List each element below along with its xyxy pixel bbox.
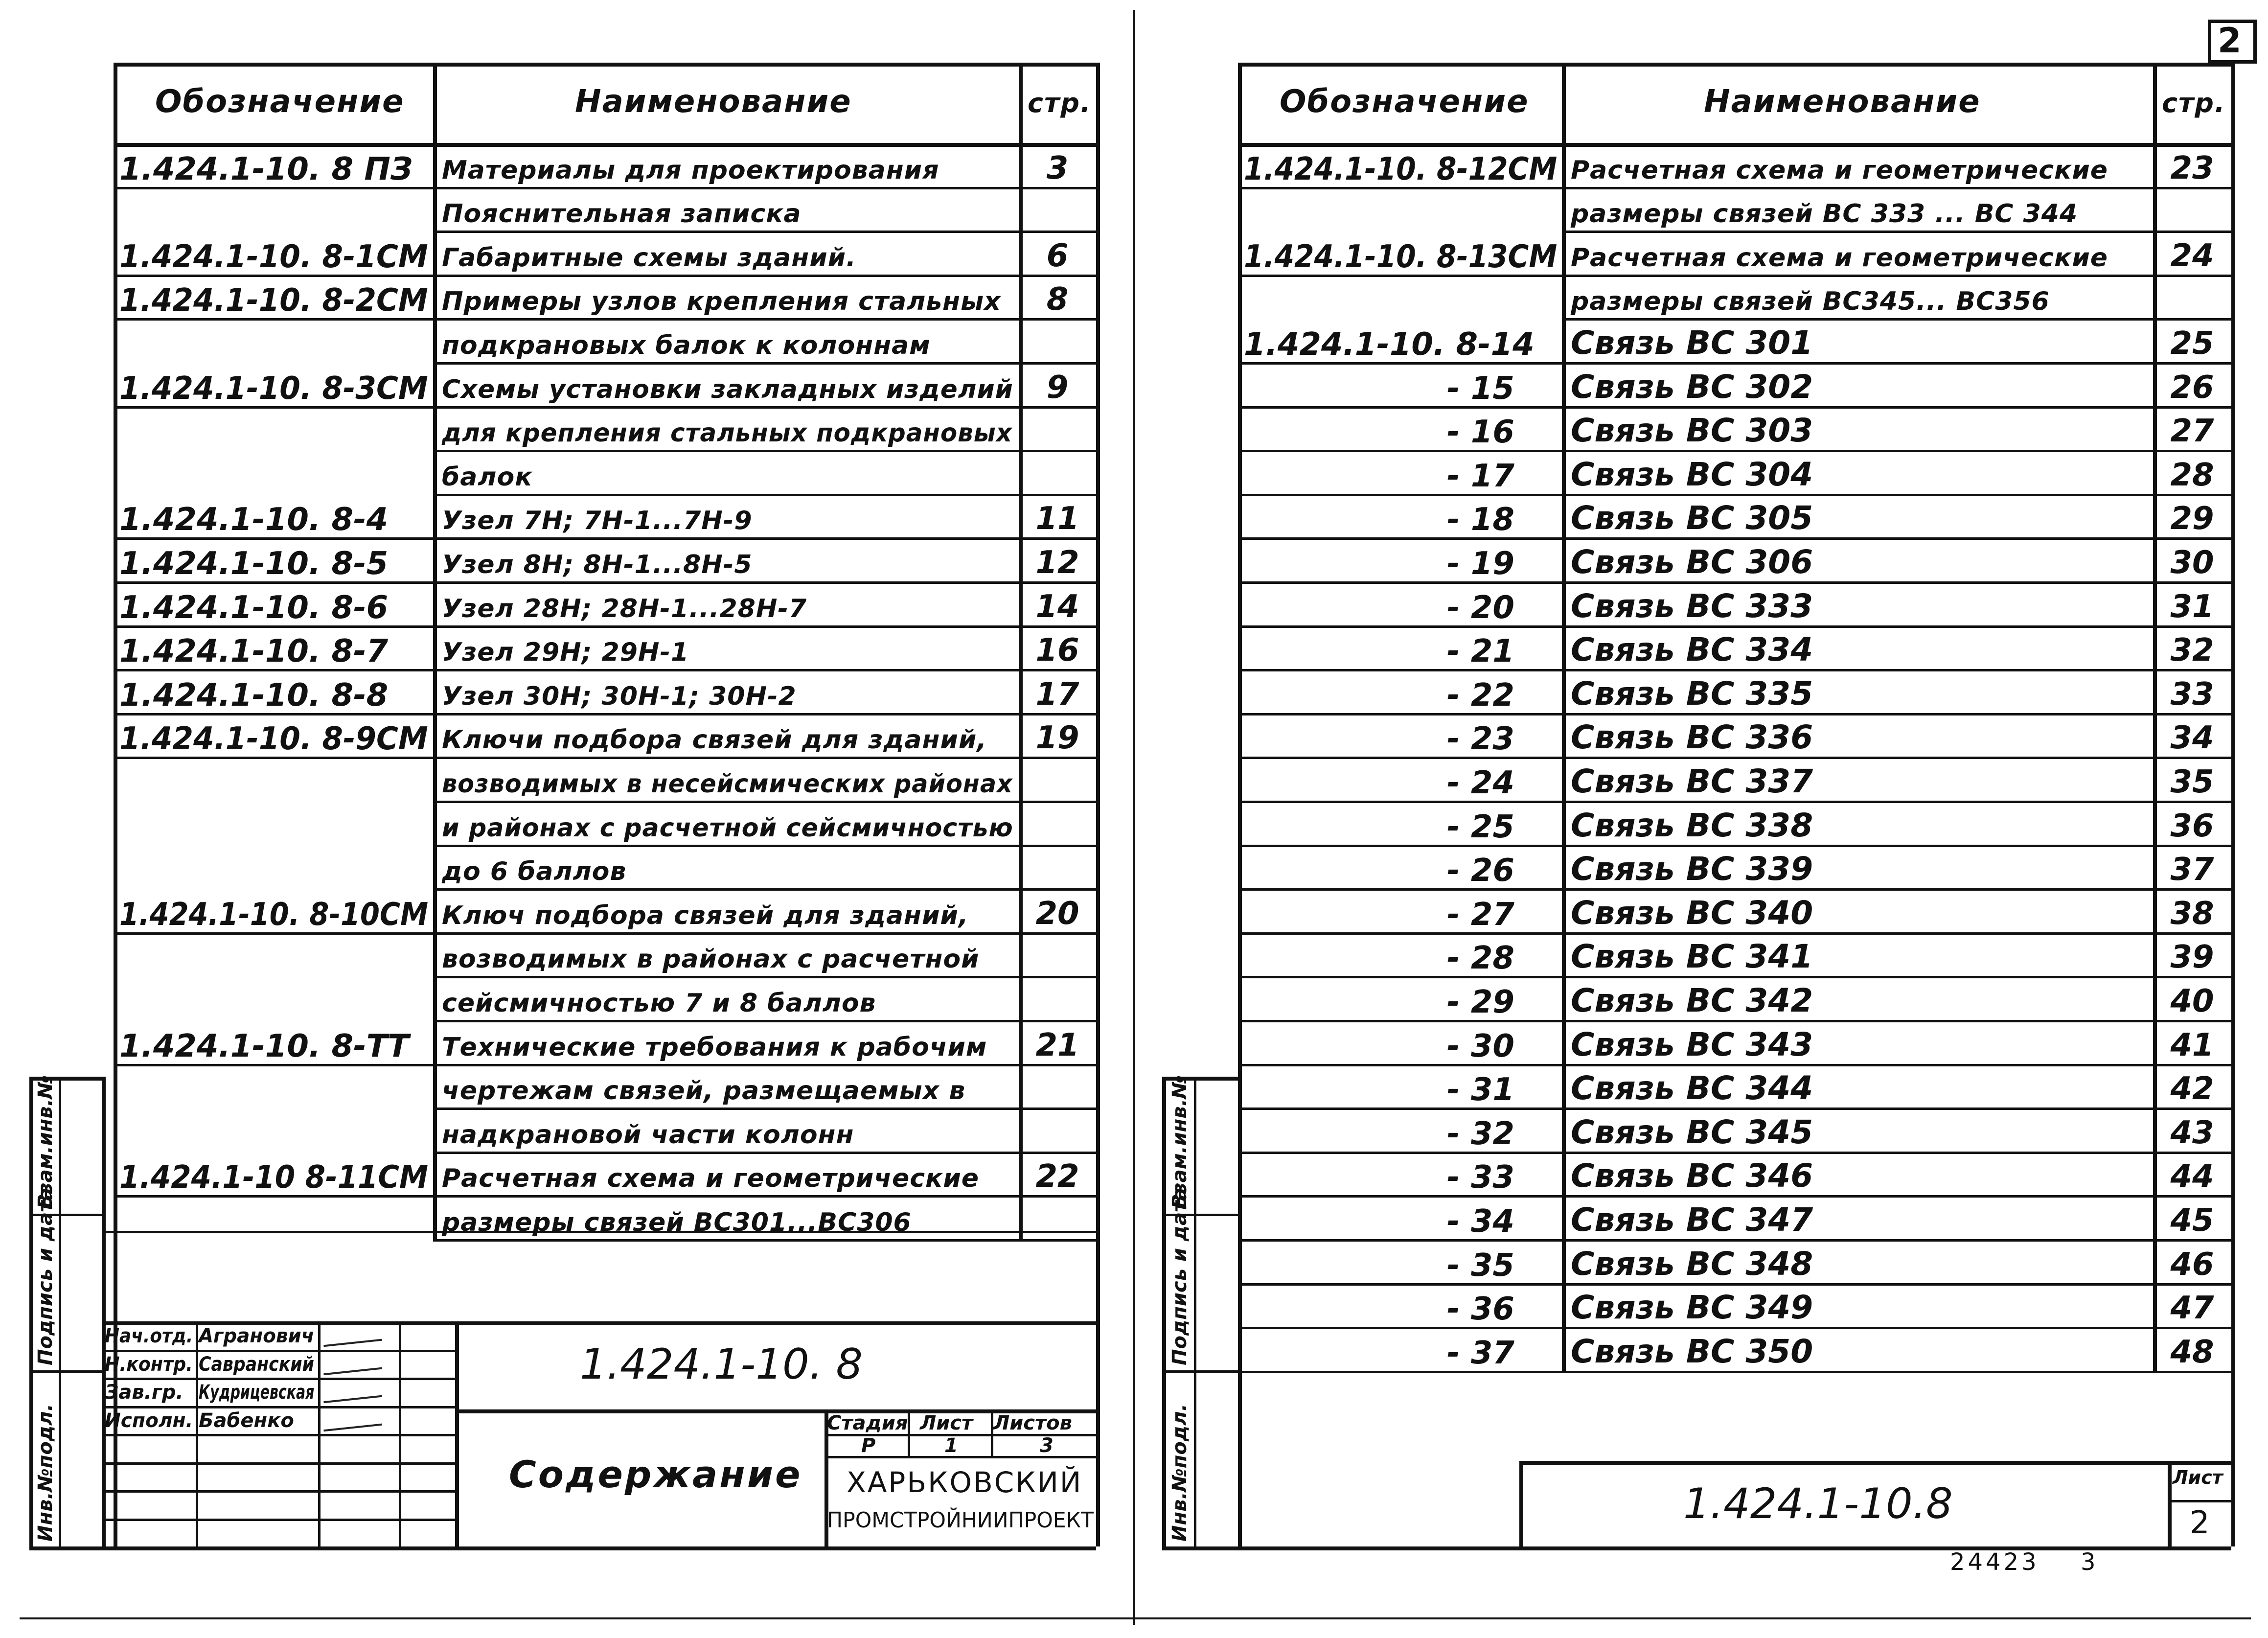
right-row-designation: - 35 bbox=[1447, 1247, 1514, 1284]
left-row-name: Примеры узлов крепления стальных bbox=[442, 287, 1001, 317]
right-row-designation: - 20 bbox=[1447, 589, 1514, 626]
left-stamp-people-row bbox=[102, 1350, 455, 1352]
left-row-name: надкрановой части колонн bbox=[442, 1120, 854, 1150]
left-stamp-org-line1: ХАРЬКОВСКИЙ bbox=[847, 1466, 1083, 1499]
right-side-strip-mid bbox=[1194, 1077, 1196, 1546]
left-stamp-people-row bbox=[102, 1406, 455, 1408]
left-stamp-people-row bbox=[102, 1434, 455, 1436]
right-header-designation: Обозначение bbox=[1280, 84, 1529, 120]
left-stamp-title: Содержание bbox=[509, 1453, 802, 1496]
right-row-name: Связь ВС 348 bbox=[1571, 1245, 1813, 1283]
right-row-designation: - 24 bbox=[1447, 765, 1514, 801]
right-row-designation: - 15 bbox=[1447, 370, 1514, 407]
left-row-page: 9 bbox=[1046, 369, 1069, 406]
left-row-line bbox=[433, 1107, 1096, 1110]
left-row-name: сейсмичностью 7 и 8 баллов bbox=[442, 989, 876, 1018]
right-header-page: стр. bbox=[2162, 88, 2226, 118]
right-row-designation: 1.424.1-10. 8-14 bbox=[1244, 326, 1535, 363]
right-row-line bbox=[1238, 976, 2231, 978]
right-row-name: Связь ВС 347 bbox=[1571, 1201, 1813, 1239]
left-stamp-stage-label: Стадия bbox=[827, 1412, 908, 1434]
left-row-page: 21 bbox=[1035, 1027, 1079, 1063]
left-row-line bbox=[433, 494, 1096, 496]
right-row-name: Связь ВС 350 bbox=[1571, 1332, 1813, 1370]
right-row-line bbox=[1238, 1195, 2231, 1198]
right-row-page: 36 bbox=[2170, 807, 2214, 844]
right-row-name: Связь ВС 333 bbox=[1571, 587, 1813, 625]
right-row-line bbox=[1238, 888, 2231, 891]
left-row-page: 16 bbox=[1035, 632, 1079, 669]
right-row-name: Связь ВС 346 bbox=[1571, 1157, 1813, 1195]
left-row-name: Материалы для проектирования bbox=[442, 155, 939, 185]
left-row-name: Технические требования к рабочим bbox=[442, 1032, 987, 1062]
right-row-name: Связь ВС 302 bbox=[1571, 368, 1813, 406]
left-stamp-info-v1 bbox=[908, 1409, 910, 1456]
left-side-strip-bottom bbox=[29, 1546, 102, 1550]
left-row-page: 14 bbox=[1035, 588, 1079, 625]
left-row-designation: 1.424.1-10 8-11СМ bbox=[119, 1159, 429, 1196]
left-stamp-signature bbox=[322, 1328, 382, 1347]
left-row-page: 11 bbox=[1035, 501, 1079, 537]
right-row-designation: - 31 bbox=[1447, 1072, 1514, 1108]
left-row-designation: 1.424.1-10. 8-2СМ bbox=[119, 282, 428, 319]
left-row-line bbox=[433, 976, 1096, 978]
right-row-designation: - 21 bbox=[1447, 633, 1514, 670]
left-row-designation: 1.424.1-10. 8-6 bbox=[119, 589, 389, 626]
left-row-designation: 1.424.1-10. 8-10СМ bbox=[119, 896, 429, 933]
right-side-label-inv-repl: Взам.инв.№ bbox=[1168, 1075, 1191, 1209]
right-row-page: 34 bbox=[2170, 720, 2214, 757]
right-row-page: 38 bbox=[2170, 895, 2214, 932]
left-stamp-person: Кудрицевская bbox=[199, 1381, 315, 1404]
right-row-name: размеры связей ВС345... ВС356 bbox=[1571, 287, 2050, 317]
right-row-name: Связь ВС 304 bbox=[1571, 455, 1813, 493]
right-row-page: 23 bbox=[2170, 150, 2214, 186]
right-row-page: 47 bbox=[2170, 1290, 2214, 1327]
left-row-name: Узел 8Н; 8Н-1...8Н-5 bbox=[442, 550, 753, 579]
left-row-name: Узел 30Н; 30Н-1; 30Н-2 bbox=[442, 681, 797, 711]
left-stamp-person: Агранович bbox=[199, 1325, 315, 1347]
left-stamp-person: Савранский bbox=[199, 1353, 314, 1376]
left-frame-right bbox=[1096, 63, 1100, 1546]
left-stamp-role: Зав.гр. bbox=[105, 1381, 183, 1404]
left-stamp-org-line2: ПРОМСТРОЙНИИПРОЕКТ bbox=[827, 1508, 1094, 1533]
left-table-top bbox=[114, 63, 1096, 67]
right-frame-left bbox=[1238, 63, 1242, 1546]
left-stamp-role: Н.контр. bbox=[105, 1353, 193, 1376]
right-side-label-sign-date: Подпись и дата bbox=[1168, 1187, 1191, 1365]
left-row-page: 8 bbox=[1046, 281, 1069, 318]
right-row-line bbox=[1238, 801, 2231, 803]
right-row-line bbox=[1238, 1327, 2231, 1329]
right-row-designation: - 29 bbox=[1447, 984, 1514, 1020]
left-stamp-code: 1.424.1-10. 8 bbox=[580, 1340, 863, 1389]
left-row-name: чертежам связей, размещаемых в bbox=[442, 1076, 966, 1106]
left-row-line bbox=[433, 1152, 1096, 1154]
left-row-name: Габаритные схемы зданий. bbox=[442, 243, 856, 273]
right-row-line bbox=[1238, 932, 2231, 935]
right-row-line bbox=[1238, 581, 2231, 584]
left-row-name: размеры связей ВС301...ВС306 bbox=[442, 1208, 912, 1237]
right-row-line bbox=[1238, 1152, 2231, 1154]
left-row-name: балок bbox=[442, 462, 533, 492]
right-row-line bbox=[1238, 669, 2231, 671]
left-row-name: Узел 28Н; 28Н-1...28Н-7 bbox=[442, 594, 807, 623]
right-row-page: 35 bbox=[2170, 764, 2214, 800]
right-row-page: 44 bbox=[2170, 1158, 2214, 1195]
right-frame-right bbox=[2231, 63, 2235, 1546]
right-row-name: Связь ВС 345 bbox=[1571, 1113, 1813, 1151]
left-row-page: 17 bbox=[1035, 676, 1079, 713]
right-stamp-sheet-label: Лист bbox=[2173, 1467, 2223, 1488]
left-stamp-signature bbox=[322, 1356, 382, 1375]
right-row-designation: - 26 bbox=[1447, 853, 1514, 889]
sheet-bottom-edge bbox=[20, 1617, 2251, 1619]
right-row-page: 37 bbox=[2170, 852, 2214, 888]
right-row-page: 30 bbox=[2170, 545, 2214, 581]
left-stamp-sheet-label: Лист bbox=[920, 1412, 973, 1434]
right-row-designation: - 28 bbox=[1447, 940, 1514, 977]
left-row-designation: 1.424.1-10. 8-7 bbox=[119, 633, 389, 670]
right-row-page: 27 bbox=[2170, 413, 2214, 450]
right-row-line bbox=[1238, 406, 2231, 409]
right-row-line bbox=[1238, 1107, 2231, 1110]
right-row-name: Связь ВС 301 bbox=[1571, 324, 1813, 362]
right-row-page: 31 bbox=[2170, 588, 2214, 625]
right-row-name: Связь ВС 340 bbox=[1571, 894, 1813, 932]
right-row-designation: - 36 bbox=[1447, 1291, 1514, 1328]
left-row-name: Узел 7Н; 7Н-1...7Н-9 bbox=[442, 506, 753, 536]
right-row-line bbox=[1238, 757, 2231, 759]
right-row-page: 28 bbox=[2170, 457, 2214, 493]
right-row-page: 25 bbox=[2170, 325, 2214, 362]
right-row-designation: - 18 bbox=[1447, 502, 1514, 538]
right-row-page: 42 bbox=[2170, 1071, 2214, 1107]
left-stamp-signature bbox=[322, 1384, 382, 1403]
right-row-page: 45 bbox=[2170, 1202, 2214, 1239]
page-fold-line bbox=[1133, 10, 1135, 1625]
left-row-line bbox=[433, 450, 1096, 452]
right-row-line bbox=[1238, 1239, 2231, 1242]
right-header-bottom bbox=[1238, 143, 2231, 147]
right-row-page: 29 bbox=[2170, 501, 2214, 537]
left-header-page: стр. bbox=[1028, 88, 1092, 118]
right-row-name: Связь ВС 344 bbox=[1571, 1069, 1813, 1107]
right-row-name: Связь ВС 342 bbox=[1571, 982, 1813, 1019]
right-row-line bbox=[1238, 1064, 2231, 1066]
right-row-line bbox=[1238, 1020, 2231, 1022]
left-stamp-people-row bbox=[102, 1490, 455, 1493]
left-row-line bbox=[433, 1020, 1096, 1022]
right-row-line bbox=[1238, 625, 2231, 628]
right-row-designation: 1.424.1-10. 8-13СМ bbox=[1244, 238, 1558, 275]
left-stamp-people-row bbox=[102, 1546, 455, 1549]
right-row-designation: - 22 bbox=[1447, 677, 1514, 714]
left-side-label-inv-repl: Взам.инв.№ bbox=[34, 1075, 57, 1209]
right-row-page: 41 bbox=[2170, 1027, 2214, 1063]
right-row-designation: - 37 bbox=[1447, 1335, 1514, 1371]
left-row-name: подкрановых балок к колоннам bbox=[442, 331, 931, 360]
right-row-line bbox=[1238, 1283, 2231, 1286]
corner-sheet-number: 2 bbox=[2218, 21, 2242, 61]
right-row-name: Связь ВС 341 bbox=[1571, 938, 1813, 976]
left-row-line bbox=[114, 537, 1096, 540]
right-row-page: 33 bbox=[2170, 676, 2214, 713]
right-stamp-sheet-div bbox=[2168, 1461, 2172, 1546]
left-row-name: Ключ подбора связей для зданий, bbox=[442, 900, 969, 930]
right-table-top bbox=[1238, 63, 2231, 67]
left-header-designation: Обозначение bbox=[155, 84, 405, 120]
right-row-name: Связь ВС 306 bbox=[1571, 543, 1813, 581]
right-header-name: Наименование bbox=[1704, 84, 1981, 120]
right-col-divider-1 bbox=[1562, 63, 1566, 1371]
left-stamp-sheet: 1 bbox=[944, 1434, 958, 1457]
left-stamp-person: Бабенко bbox=[199, 1409, 294, 1432]
left-header-bottom bbox=[114, 143, 1096, 147]
left-stamp-people-row bbox=[102, 1462, 455, 1465]
left-row-designation: 1.424.1-10. 8-ТТ bbox=[119, 1028, 409, 1064]
left-row-name: Схемы установки закладных изделий bbox=[442, 374, 1013, 404]
right-row-line bbox=[1238, 537, 2231, 540]
left-stamp-sheets: 3 bbox=[1040, 1434, 1054, 1457]
right-row-name: Связь ВС 334 bbox=[1571, 631, 1813, 669]
right-row-designation: - 19 bbox=[1447, 546, 1514, 582]
right-row-designation: - 33 bbox=[1447, 1159, 1514, 1196]
left-stamp-signature bbox=[322, 1412, 382, 1431]
left-col-divider-1 bbox=[433, 63, 437, 1239]
right-row-page: 26 bbox=[2170, 369, 2214, 406]
right-row-designation: - 34 bbox=[1447, 1203, 1514, 1240]
right-row-line bbox=[1562, 318, 2231, 321]
left-stamp-people-row bbox=[102, 1519, 455, 1521]
right-row-page: 48 bbox=[2170, 1334, 2214, 1370]
right-row-designation: - 16 bbox=[1447, 414, 1514, 451]
left-stamp-stage: Р bbox=[861, 1434, 876, 1457]
right-row-page: 24 bbox=[2170, 237, 2214, 274]
footer-number: 24423 bbox=[1950, 1548, 2039, 1576]
right-row-page: 43 bbox=[2170, 1114, 2214, 1151]
right-row-line bbox=[1238, 450, 2231, 452]
left-side-strip-left bbox=[29, 1077, 33, 1546]
right-row-designation: - 32 bbox=[1447, 1115, 1514, 1152]
left-stamp-people-col bbox=[455, 1321, 459, 1546]
left-row-line bbox=[433, 801, 1096, 803]
left-row-designation: 1.424.1-10. 8-8 bbox=[119, 677, 389, 714]
right-stamp-top bbox=[1519, 1461, 2231, 1465]
left-row-designation: 1.424.1-10. 8 ПЗ bbox=[119, 151, 413, 187]
right-row-line bbox=[1238, 845, 2231, 847]
left-row-page: 19 bbox=[1035, 720, 1079, 757]
left-header-name: Наименование bbox=[575, 84, 852, 120]
right-side-strip-div2 bbox=[1162, 1370, 1238, 1373]
left-row-page: 6 bbox=[1046, 237, 1069, 274]
left-row-name: Узел 29Н; 29Н-1 bbox=[442, 638, 689, 668]
left-row-line bbox=[433, 845, 1096, 847]
left-row-name: Расчетная схема и геометрические bbox=[442, 1164, 980, 1194]
left-empty-row-line bbox=[102, 1231, 1096, 1233]
left-side-label-inv-orig: Инв.№подл. bbox=[34, 1404, 57, 1542]
right-row-name: Расчетная схема и геометрические bbox=[1571, 243, 2108, 273]
left-row-designation: 1.424.1-10. 8-4 bbox=[119, 502, 389, 538]
right-row-line bbox=[1238, 713, 2231, 715]
left-row-designation: 1.424.1-10. 8-9СМ bbox=[119, 721, 428, 758]
left-row-page: 22 bbox=[1035, 1158, 1079, 1195]
left-row-name: до 6 баллов bbox=[442, 857, 627, 887]
left-side-strip-mid bbox=[59, 1077, 61, 1546]
right-row-page: 40 bbox=[2170, 983, 2214, 1019]
right-row-line bbox=[1238, 1371, 2231, 1373]
left-row-name: и районах с расчетной сейсмичностью bbox=[442, 813, 1013, 843]
right-row-name: Связь ВС 338 bbox=[1571, 806, 1813, 844]
right-stamp-sheet: 2 bbox=[2190, 1505, 2210, 1541]
left-stamp-people-row bbox=[102, 1378, 455, 1380]
left-row-name: Пояснительная записка bbox=[442, 199, 802, 229]
left-row-line bbox=[433, 231, 1096, 233]
left-side-strip-div2 bbox=[29, 1370, 102, 1373]
left-row-line bbox=[433, 1239, 1096, 1242]
right-row-designation: - 23 bbox=[1447, 721, 1514, 758]
left-row-line bbox=[433, 888, 1096, 891]
left-stamp-sheets-label: Листов bbox=[993, 1412, 1072, 1434]
right-row-designation: - 27 bbox=[1447, 896, 1514, 933]
left-stamp-role: Нач.отд. bbox=[105, 1325, 193, 1347]
right-row-name: Связь ВС 349 bbox=[1571, 1289, 1813, 1327]
left-row-line bbox=[433, 362, 1096, 365]
left-row-page: 20 bbox=[1035, 895, 1079, 932]
right-row-page: 32 bbox=[2170, 632, 2214, 669]
right-row-line bbox=[1238, 494, 2231, 496]
right-row-designation: 1.424.1-10. 8-12СМ bbox=[1244, 151, 1558, 187]
footer-page: 3 bbox=[2081, 1548, 2096, 1576]
right-row-name: Связь ВС 336 bbox=[1571, 718, 1813, 757]
right-side-strip-left bbox=[1162, 1077, 1166, 1546]
right-stamp-code: 1.424.1-10.8 bbox=[1683, 1479, 1953, 1528]
right-row-designation: - 25 bbox=[1447, 808, 1514, 845]
left-side-label-sign-date: Подпись и дата bbox=[34, 1187, 57, 1365]
right-row-name: Расчетная схема и геометрические bbox=[1571, 155, 2108, 185]
left-row-name: возводимых в районах с расчетной bbox=[442, 945, 980, 974]
left-row-name: для крепления стальных подкрановых bbox=[442, 418, 1012, 448]
right-row-designation: - 17 bbox=[1447, 458, 1514, 494]
right-side-label-inv-orig: Инв.№подл. bbox=[1168, 1404, 1191, 1542]
right-row-name: Связь ВС 337 bbox=[1571, 762, 1813, 800]
right-row-name: Связь ВС 343 bbox=[1571, 1025, 1813, 1063]
left-row-page: 3 bbox=[1046, 150, 1069, 186]
right-stamp-left bbox=[1519, 1461, 1523, 1546]
left-row-designation: 1.424.1-10. 8-5 bbox=[119, 546, 389, 582]
left-row-name: Ключи подбора связей для зданий, bbox=[442, 725, 987, 755]
right-row-page: 39 bbox=[2170, 939, 2214, 976]
left-row-name: возводимых в несейсмических районах bbox=[442, 769, 1013, 799]
right-row-name: Связь ВС 335 bbox=[1571, 674, 1813, 713]
right-row-name: Связь ВС 339 bbox=[1571, 850, 1813, 888]
right-stamp-sheet-h bbox=[2168, 1500, 2231, 1502]
right-row-name: размеры связей ВС 333 ... ВС 344 bbox=[1571, 199, 2078, 229]
right-row-designation: - 30 bbox=[1447, 1028, 1514, 1064]
right-side-strip-bottom bbox=[1162, 1546, 1238, 1550]
left-row-designation: 1.424.1-10. 8-1СМ bbox=[119, 238, 428, 275]
left-stamp-role: Исполн. bbox=[105, 1409, 193, 1432]
right-row-line bbox=[1562, 231, 2231, 233]
left-row-designation: 1.424.1-10. 8-3СМ bbox=[119, 370, 428, 407]
right-row-name: Связь ВС 303 bbox=[1571, 412, 1813, 450]
right-row-name: Связь ВС 305 bbox=[1571, 499, 1813, 537]
right-row-page: 46 bbox=[2170, 1246, 2214, 1283]
left-row-page: 12 bbox=[1035, 545, 1079, 581]
